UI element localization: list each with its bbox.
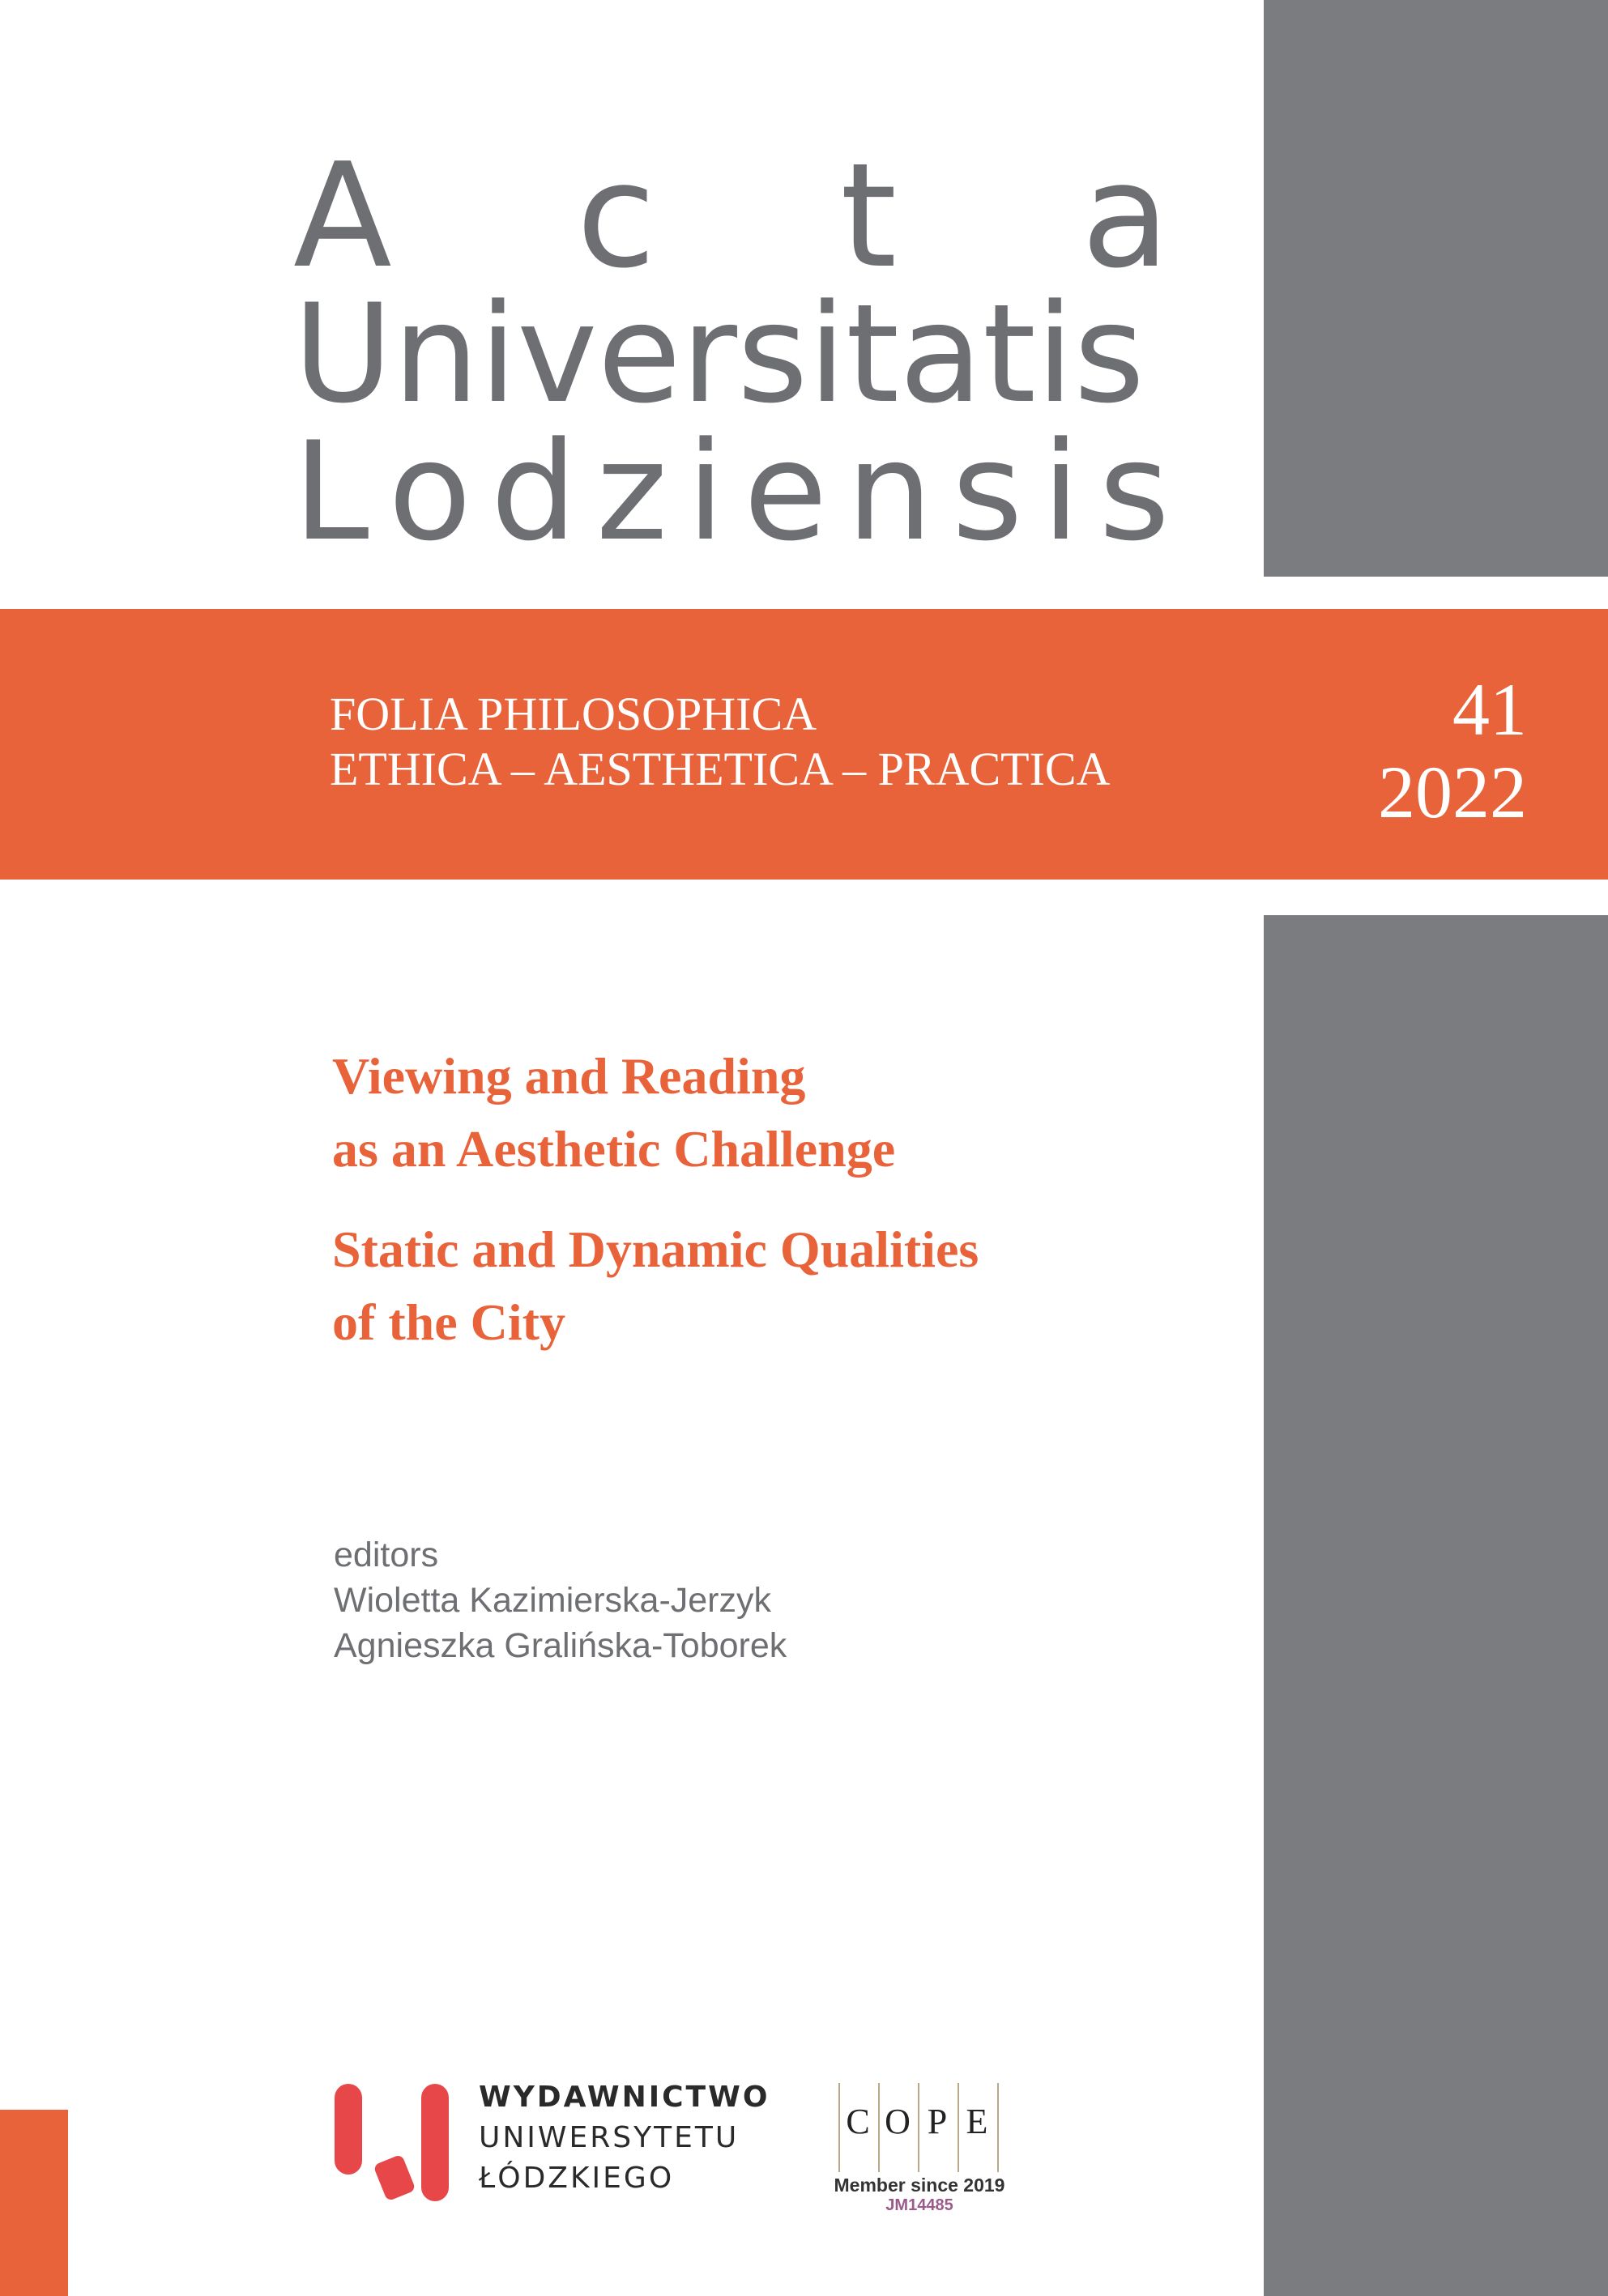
masthead-universitatis: Universitatis	[293, 275, 1145, 433]
cope-letter-p: P	[927, 2102, 949, 2141]
right-gray-column	[1264, 915, 1608, 2296]
editors-label: editors	[334, 1536, 439, 1574]
title-1-line-2: as an Aesthetic Challenge	[332, 1120, 896, 1178]
issue-number: 41	[1452, 668, 1527, 751]
series-title-line1: FOLIA PHILOSOPHICA	[330, 688, 817, 740]
issue-year: 2022	[1378, 751, 1527, 833]
cope-letter-o: O	[885, 2102, 912, 2141]
title-2-line-1: Static and Dynamic Qualities	[332, 1220, 979, 1278]
publisher-name-line1: WYDAWNICTWO	[479, 2081, 770, 2114]
cope-logo	[838, 2083, 1000, 2172]
cope-member-id: JM14485	[885, 2196, 953, 2214]
cope-letter-c: C	[846, 2102, 872, 2141]
publisher-name-line3: ŁÓDZKIEGO	[479, 2162, 675, 2195]
title-1-line-1: Viewing and Reading	[332, 1047, 806, 1105]
series-title-line2: ETHICA – AESTHETICA – PRACTICA	[330, 743, 1111, 795]
cope-member-since: Member since 2019	[834, 2175, 1005, 2196]
title-2-line-2: of the City	[332, 1293, 565, 1351]
publisher-name-line2: UNIWERSYTETU	[479, 2121, 740, 2154]
publisher-logo-icon	[332, 2077, 454, 2207]
masthead-lodziensis: L o d z i e n s i s	[293, 412, 1170, 571]
editor-name-2: Agnieszka Gralińska-Toborek	[334, 1626, 787, 1665]
masthead-acta: A c t a	[293, 132, 1170, 300]
editor-name-1: Wioletta Kazimierska-Jerzyk	[334, 1581, 771, 1620]
bottom-left-orange-tab	[0, 2110, 68, 2296]
cope-letter-e: E	[966, 2102, 990, 2141]
top-right-gray-block	[1264, 0, 1608, 577]
